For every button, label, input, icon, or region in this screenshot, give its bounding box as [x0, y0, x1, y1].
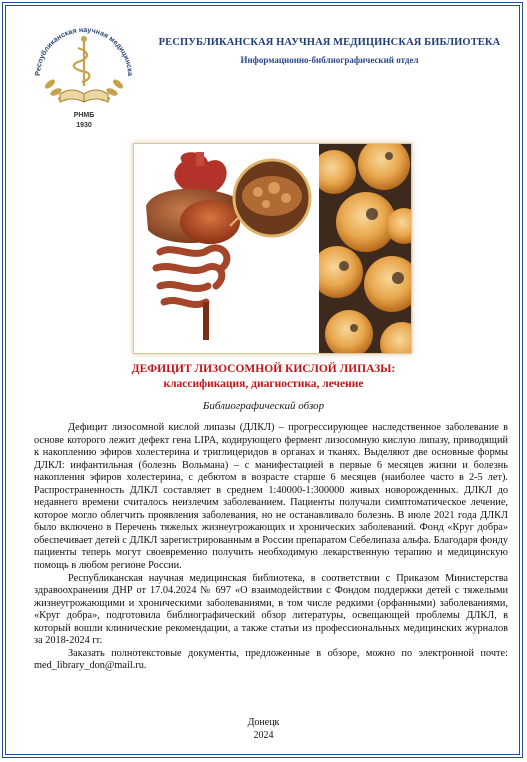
- logo-ring-text: Республиканская научная медицинска: [32, 24, 136, 77]
- footer-year: 2024: [253, 730, 274, 741]
- paragraph-library: Республиканская научная медицинская библиотека, в соответствии с Приказом Министерства здравоохранения ДНР от 17.04.2024 № 697 «О взаимодействии с Фондом поддержки детей с тяжелыми жизнеугрожающими и хроническими заболеваниями, в том числе редкими (орфанными) заболеваниями, «Круг добра», подготовила библиографический обзор литературы, освещающей проблемы ДЛКЛ, в который вошли клинические рекомендации, а также статьи из профессиональных медицинских журналов за 2018-2024 гг.: [34, 572, 508, 647]
- document-body: [34, 422, 508, 673]
- medical-illustration-image: [134, 144, 411, 353]
- document-subtitle: классификация, диагностика, лечение: [163, 378, 364, 390]
- document-title: ДЕФИЦИТ ЛИЗОСОМНОЙ КИСЛОЙ ЛИПАЗЫ:: [131, 363, 396, 375]
- paragraph-order-info: Заказать полнотекстовые документы, предложенные в обзоре, можно по электронной почте: med_library_don@mail.ru.: [34, 647, 508, 672]
- organization-name: РЕСПУБЛИКАНСКАЯ НАУЧНАЯ МЕДИЦИНСКАЯ БИБЛИОТЕКА: [158, 37, 501, 48]
- paragraph-intro: Дефицит лизосомной кислой липазы (ДЛКЛ) – прогрессирующее наследственное заболевание в основе которого лежит дефект гена LIPA, кодирующего фермент лизосомную кислую липазу, приводящий к накоплению эфиров холестерина и триглицеридов в органах и тканях. Выделяют две основные формы ДЛКЛ: инфантильная (болезнь Вольмана) – с манифестацией в первые 6 месяцев жизни и болезнь накопления эфиров холестерина, с дебютом в возрасте старше 6 месяцев (наиболее часто в 2-5 лет). Распространенность ДЛКЛ составляет в среднем 1:40000-1:300000 живых новорожденных. ДЛКЛ до недавнего времени считалось неизлечим заболеванием. Пациенты получали симптоматическое лечение, которое могло облегчить проявления заболевания, но не останавливало болезнь. В июле 2021 года ДЛКЛ было включено в Перечень тяжелых жизнеугрожающих и хронических заболеваний. Фонд «Круг добра» обеспечивает детей с ДЛКЛ зарегистрированным в России препаратом Себелипаза альфа. Благодаря фонду пациенты теперь могут своевременно получить необходимую лекарственную терапию и медицинскую помощь в любом регионе России.: [34, 422, 508, 572]
- logo-emblem-icon: [26, 14, 142, 114]
- department-name: Информационно-библиографический отдел: [240, 55, 419, 65]
- logo-year: 1930: [76, 122, 92, 129]
- hero-illustration: [133, 143, 412, 354]
- logo-abbreviation: РНМБ: [73, 112, 95, 119]
- library-logo: [26, 14, 142, 132]
- footer-city: Донецк: [247, 717, 280, 728]
- document-type: Библиографический обзор: [202, 400, 325, 412]
